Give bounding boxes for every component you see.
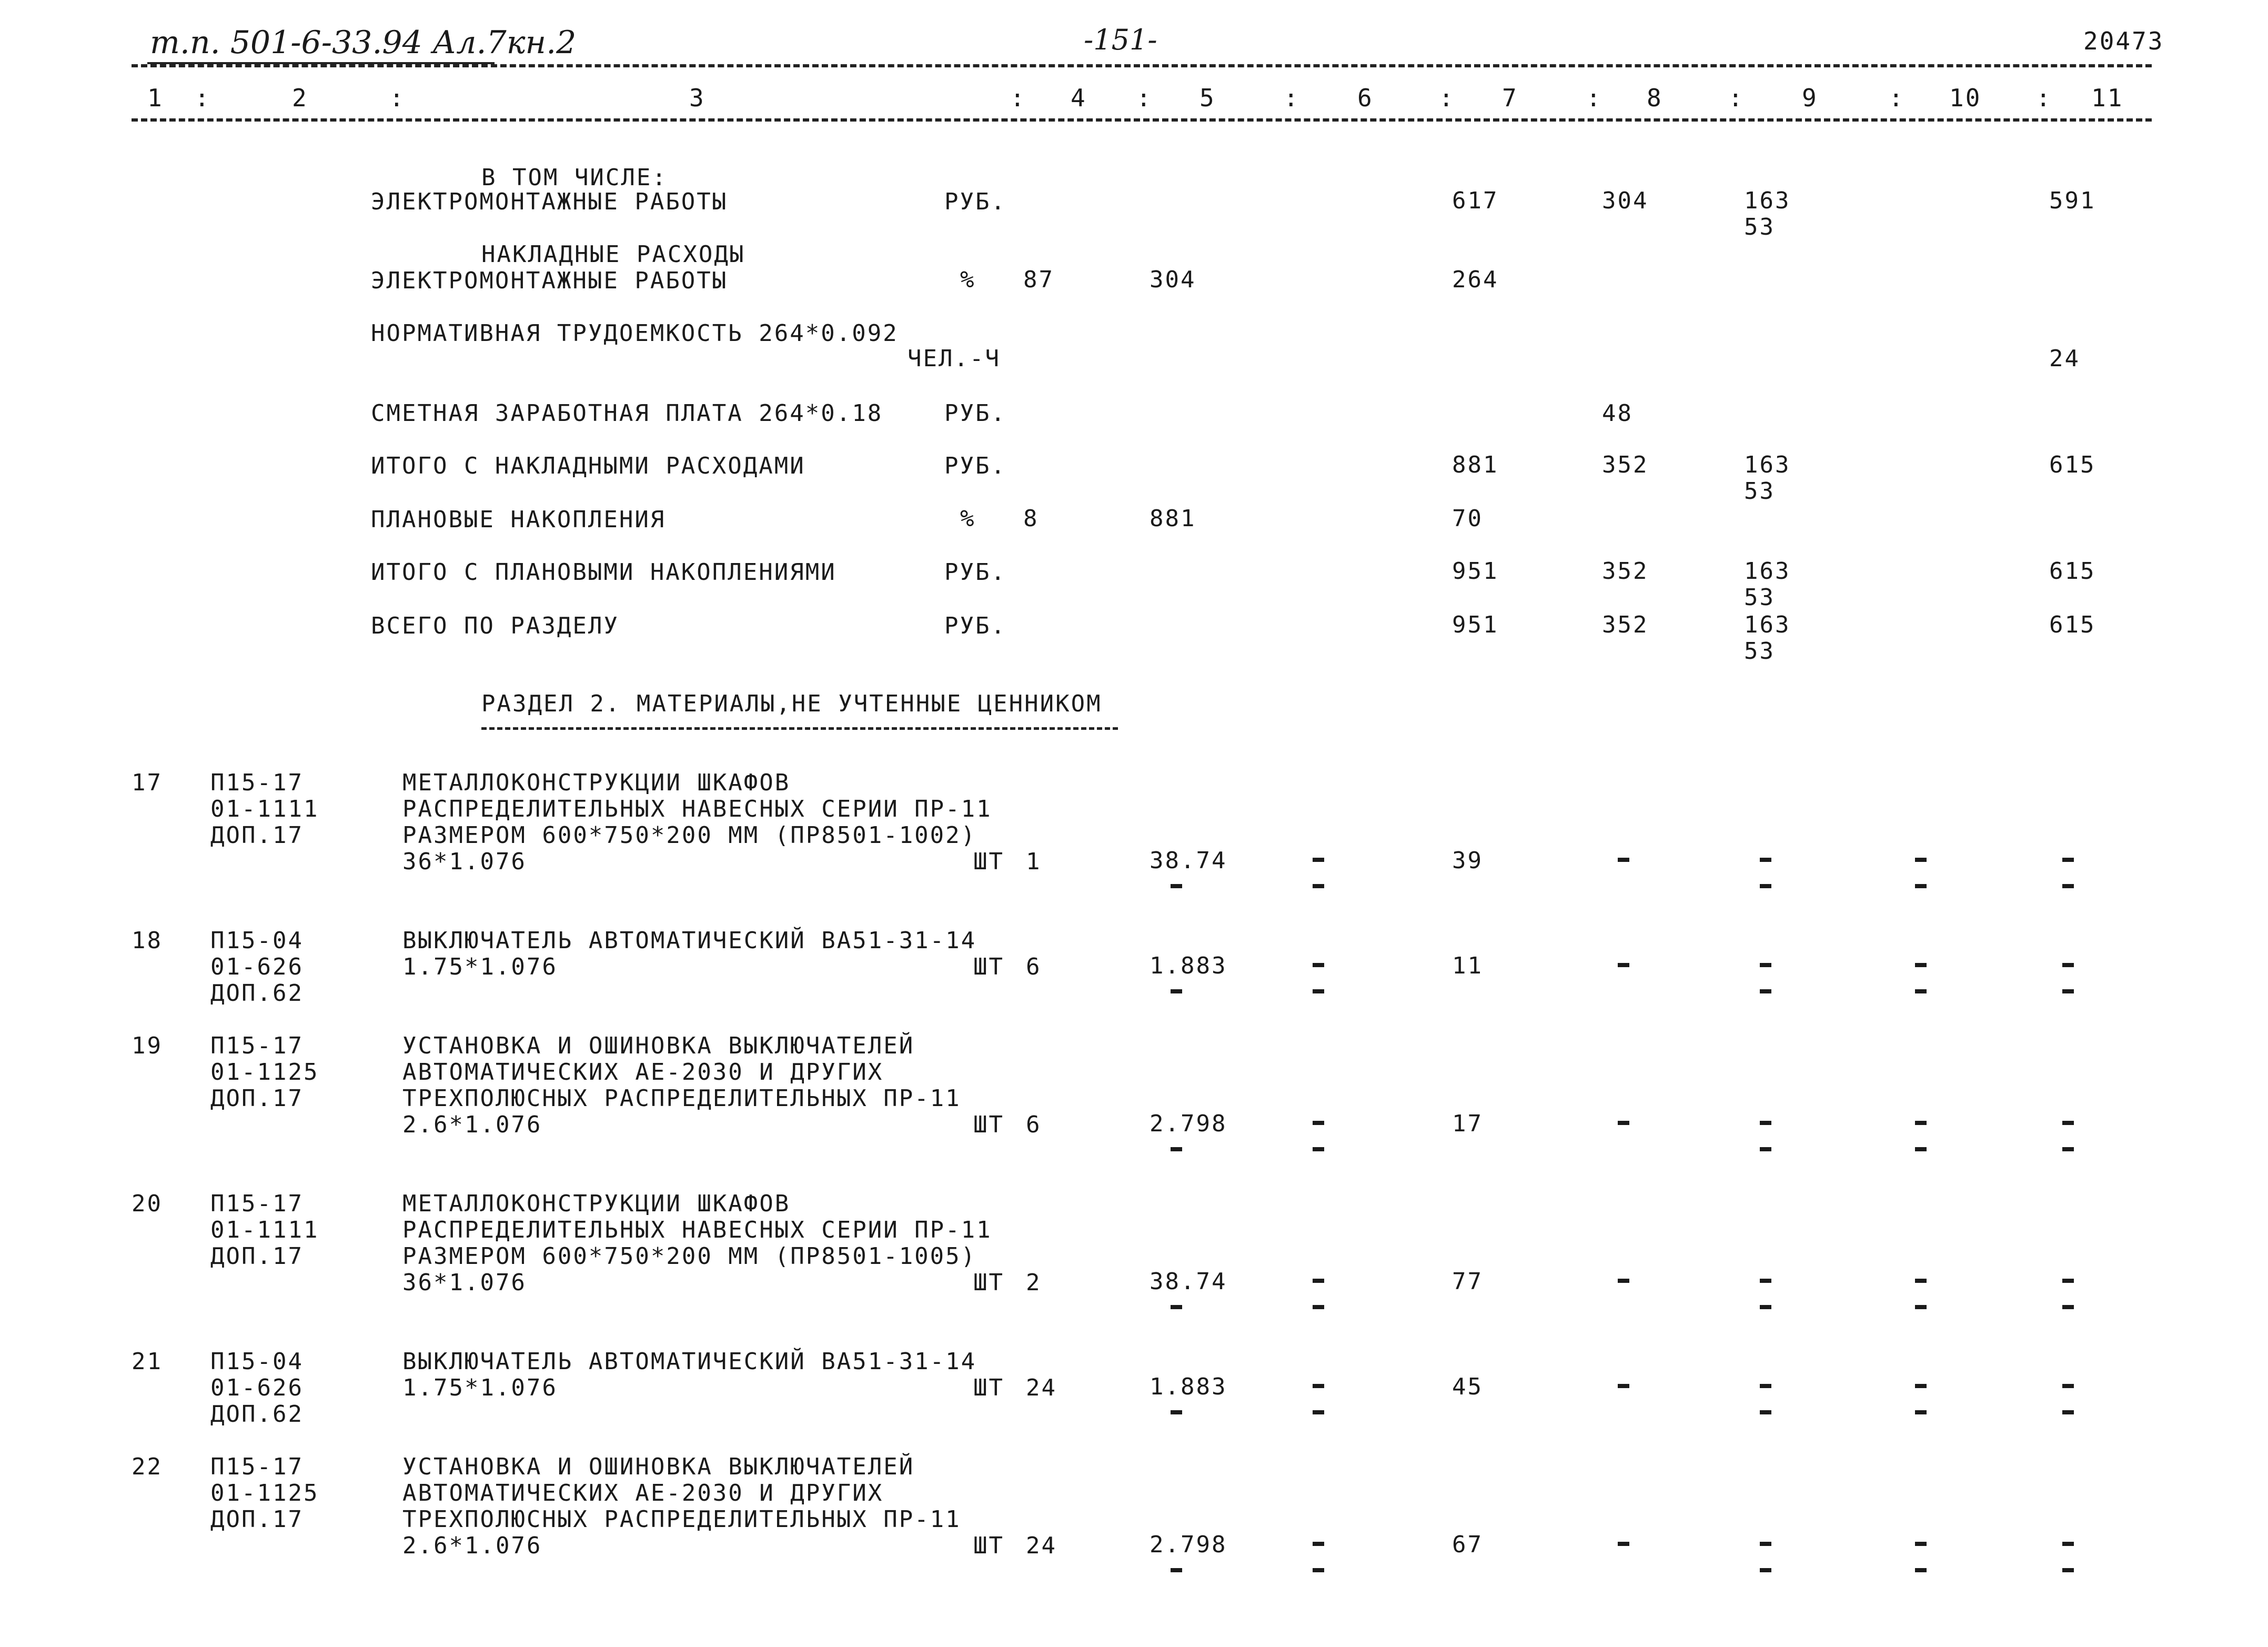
dash-mark xyxy=(1313,1279,1324,1283)
dash-mark xyxy=(1760,884,1771,888)
section-title-underline xyxy=(481,727,1118,730)
row-label: ИТОГО С ПЛАНОВЫМИ НАКОПЛЕНИЯМИ xyxy=(371,559,836,586)
col-1: 1 xyxy=(147,84,164,112)
cell-c9: 163 xyxy=(1744,451,1791,478)
dash-mark xyxy=(1313,884,1324,888)
dash-mark xyxy=(1313,858,1324,862)
item-code: 01-1111 xyxy=(210,796,319,822)
cell-c11: 24 xyxy=(2049,345,2080,372)
cell-c5: 304 xyxy=(1150,266,1196,293)
document-reference: т.п. 501-6-33.94 Ал.7кн.2 xyxy=(150,24,577,61)
item-calc: 1.75*1.076 xyxy=(402,1374,558,1401)
item-number: 21 xyxy=(132,1348,163,1375)
item-qty: 24 xyxy=(1026,1374,1057,1401)
dash-mark xyxy=(1760,1147,1771,1151)
dash-mark xyxy=(2062,1305,2074,1309)
cell-c9b: 53 xyxy=(1744,478,1775,505)
dash-mark xyxy=(2062,1147,2074,1151)
dash-mark xyxy=(1915,1147,1927,1151)
item-code: ДОП.62 xyxy=(210,980,304,1007)
dash-mark xyxy=(1915,1121,1927,1125)
item-unit: ШТ xyxy=(973,1532,1004,1559)
header-rule-top xyxy=(132,64,2152,67)
item-price: 2.798 xyxy=(1150,1531,1227,1558)
item-total: 45 xyxy=(1452,1373,1483,1400)
col-sep: : xyxy=(1284,84,1300,112)
dash-mark xyxy=(1915,989,1927,993)
item-desc: РАСПРЕДЕЛИТЕЛЬНЫХ НАВЕСНЫХ СЕРИИ ПР-11 xyxy=(402,1217,992,1243)
cell-c9: 163 xyxy=(1744,558,1791,585)
item-unit: ШТ xyxy=(973,848,1004,875)
item-qty: 6 xyxy=(1026,1111,1042,1138)
col-5: 5 xyxy=(1199,84,1216,112)
item-number: 18 xyxy=(132,927,163,954)
item-code: 01-1125 xyxy=(210,1480,319,1507)
cell-c9b: 53 xyxy=(1744,584,1775,611)
row-unit: РУБ. xyxy=(944,559,1006,586)
dash-mark xyxy=(2062,1279,2074,1283)
item-unit: ШТ xyxy=(973,953,1004,980)
dash-mark xyxy=(1915,1305,1927,1309)
col-9: 9 xyxy=(1802,84,1818,112)
dash-mark xyxy=(1171,1568,1182,1572)
dash-mark xyxy=(1760,1410,1771,1414)
dash-mark xyxy=(1760,963,1771,967)
item-qty: 24 xyxy=(1026,1532,1057,1559)
dash-mark xyxy=(1760,858,1771,862)
dash-mark xyxy=(2062,1542,2074,1546)
col-2: 2 xyxy=(292,84,308,112)
cell-c7: 264 xyxy=(1452,266,1499,293)
item-total: 11 xyxy=(1452,952,1483,979)
dash-mark xyxy=(1915,1410,1927,1414)
dash-mark xyxy=(1313,1410,1324,1414)
item-desc: ВЫКЛЮЧАТЕЛЬ АВТОМАТИЧЕСКИЙ ВА51-31-14 xyxy=(402,1348,977,1375)
cell-c8: 352 xyxy=(1602,451,1649,478)
dash-mark xyxy=(1313,1384,1324,1388)
item-desc: МЕТАЛЛОКОНСТРУКЦИИ ШКАФОВ xyxy=(402,1190,791,1217)
item-unit: ШТ xyxy=(973,1269,1004,1296)
cell-c11: 615 xyxy=(2049,611,2096,638)
col-8: 8 xyxy=(1647,84,1663,112)
dash-mark xyxy=(1618,963,1629,967)
dash-mark xyxy=(2062,858,2074,862)
item-number: 20 xyxy=(132,1190,163,1217)
cell-c4: 87 xyxy=(1023,266,1054,293)
item-total: 67 xyxy=(1452,1531,1483,1558)
item-total: 77 xyxy=(1452,1268,1483,1295)
dash-mark xyxy=(2062,1410,2074,1414)
item-qty: 2 xyxy=(1026,1269,1042,1296)
item-code: П15-04 xyxy=(210,1348,304,1375)
item-desc: ТРЕХПОЛЮСНЫХ РАСПРЕДЕЛИТЕЛЬНЫХ ПР-11 xyxy=(402,1506,961,1533)
dash-mark xyxy=(1171,1410,1182,1414)
cell-c11: 615 xyxy=(2049,451,2096,478)
item-number: 17 xyxy=(132,769,163,796)
dash-mark xyxy=(1915,884,1927,888)
item-code: П15-17 xyxy=(210,1032,304,1059)
row-label: ЭЛЕКТРОМОНТАЖНЫЕ РАБОТЫ xyxy=(371,188,728,215)
col-11: 11 xyxy=(2091,84,2124,112)
item-calc: 36*1.076 xyxy=(402,848,527,875)
cell-c5: 881 xyxy=(1150,505,1196,532)
item-desc: ВЫКЛЮЧАТЕЛЬ АВТОМАТИЧЕСКИЙ ВА51-31-14 xyxy=(402,927,977,954)
col-sep: : xyxy=(1010,84,1026,112)
cell-c11: 615 xyxy=(2049,558,2096,585)
item-price: 2.798 xyxy=(1150,1110,1227,1137)
item-price: 38.74 xyxy=(1150,1268,1227,1295)
item-total: 39 xyxy=(1452,847,1483,874)
row-unit: РУБ. xyxy=(944,188,1006,215)
item-code: ДОП.17 xyxy=(210,822,304,849)
item-number: 22 xyxy=(132,1453,163,1480)
dash-mark xyxy=(1915,1279,1927,1283)
item-desc: УСТАНОВКА И ОШИНОВКА ВЫКЛЮЧАТЕЛЕЙ xyxy=(402,1453,915,1480)
dash-mark xyxy=(1618,1384,1629,1388)
item-price: 1.883 xyxy=(1150,952,1227,979)
sheet-number: 20473 xyxy=(2083,27,2164,55)
item-code: 01-626 xyxy=(210,953,304,980)
item-desc: АВТОМАТИЧЕСКИХ АЕ-2030 И ДРУГИХ xyxy=(402,1480,884,1507)
header-rule-bottom xyxy=(132,118,2152,122)
dash-mark xyxy=(1915,858,1927,862)
item-code: П15-17 xyxy=(210,1453,304,1480)
col-sep: : xyxy=(389,84,406,112)
cell-c8: 304 xyxy=(1602,187,1649,214)
dash-mark xyxy=(2062,1121,2074,1125)
row-prelabel: НАКЛАДНЫЕ РАСХОДЫ xyxy=(481,241,745,268)
item-total: 17 xyxy=(1452,1110,1483,1137)
cell-c4: 8 xyxy=(1023,505,1039,532)
row-label: ВСЕГО ПО РАЗДЕЛУ xyxy=(371,612,619,639)
row-unit: РУБ. xyxy=(944,453,1006,479)
cell-c7: 881 xyxy=(1452,451,1499,478)
item-desc: ТРЕХПОЛЮСНЫХ РАСПРЕДЕЛИТЕЛЬНЫХ ПР-11 xyxy=(402,1085,961,1112)
col-sep: : xyxy=(1889,84,1905,112)
cell-c7: 617 xyxy=(1452,187,1499,214)
row-unit: РУБ. xyxy=(944,400,1006,427)
item-code: П15-17 xyxy=(210,769,304,796)
item-calc: 36*1.076 xyxy=(402,1269,527,1296)
dash-mark xyxy=(2062,1384,2074,1388)
dash-mark xyxy=(1760,1568,1771,1572)
item-code: ДОП.62 xyxy=(210,1401,304,1428)
dash-mark xyxy=(1171,989,1182,993)
cell-c7: 951 xyxy=(1452,611,1499,638)
cell-c9: 163 xyxy=(1744,187,1791,214)
col-10: 10 xyxy=(1949,84,1982,112)
cell-c7: 70 xyxy=(1452,505,1483,532)
item-desc: УСТАНОВКА И ОШИНОВКА ВЫКЛЮЧАТЕЛЕЙ xyxy=(402,1032,915,1059)
item-code: 01-1125 xyxy=(210,1059,319,1086)
col-sep: : xyxy=(2036,84,2052,112)
dash-mark xyxy=(1760,1121,1771,1125)
dash-mark xyxy=(1618,1542,1629,1546)
row-unit: РУБ. xyxy=(944,612,1006,639)
item-calc: 2.6*1.076 xyxy=(402,1532,542,1559)
dash-mark xyxy=(1760,1542,1771,1546)
col-sep: : xyxy=(1728,84,1745,112)
dash-mark xyxy=(1313,1568,1324,1572)
cell-c8: 48 xyxy=(1602,400,1633,427)
item-price: 38.74 xyxy=(1150,847,1227,874)
dash-mark xyxy=(2062,884,2074,888)
dash-mark xyxy=(2062,963,2074,967)
item-qty: 1 xyxy=(1026,848,1042,875)
item-unit: ШТ xyxy=(973,1374,1004,1401)
cell-c9b: 53 xyxy=(1744,214,1775,240)
item-unit: ШТ xyxy=(973,1111,1004,1138)
item-code: 01-1111 xyxy=(210,1217,319,1243)
item-desc: АВТОМАТИЧЕСКИХ АЕ-2030 И ДРУГИХ xyxy=(402,1059,884,1086)
dash-mark xyxy=(2062,989,2074,993)
dash-mark xyxy=(1313,1305,1324,1309)
col-sep: : xyxy=(1586,84,1602,112)
col-sep: : xyxy=(1439,84,1455,112)
row-label: СМЕТНАЯ ЗАРАБОТНАЯ ПЛАТА 264*0.18 xyxy=(371,400,883,427)
dash-mark xyxy=(2062,1568,2074,1572)
dash-mark xyxy=(1915,1568,1927,1572)
item-qty: 6 xyxy=(1026,953,1042,980)
dash-mark xyxy=(1915,1384,1927,1388)
dash-mark xyxy=(1760,1279,1771,1283)
dash-mark xyxy=(1171,1305,1182,1309)
row-label: ПЛАНОВЫЕ НАКОПЛЕНИЯ xyxy=(371,506,666,533)
item-calc: 1.75*1.076 xyxy=(402,953,558,980)
cell-c7: 951 xyxy=(1452,558,1499,585)
row-unit: % xyxy=(960,505,976,532)
dash-mark xyxy=(1171,884,1182,888)
item-code: П15-17 xyxy=(210,1190,304,1217)
dash-mark xyxy=(1760,989,1771,993)
dash-mark xyxy=(1313,989,1324,993)
item-calc: 2.6*1.076 xyxy=(402,1111,542,1138)
dash-mark xyxy=(1313,1121,1324,1125)
dash-mark xyxy=(1915,963,1927,967)
cell-c9: 163 xyxy=(1744,611,1791,638)
section-title: РАЗДЕЛ 2. МАТЕРИАЛЫ,НЕ УЧТЕННЫЕ ЦЕННИКОМ xyxy=(481,690,1102,717)
item-code: ДОП.17 xyxy=(210,1506,304,1533)
item-code: П15-04 xyxy=(210,927,304,954)
cell-c9b: 53 xyxy=(1744,638,1775,665)
dash-mark xyxy=(1618,1279,1629,1283)
dash-mark xyxy=(1313,1542,1324,1546)
item-desc: РАЗМЕРОМ 600*750*200 ММ (ПР8501-1005) xyxy=(402,1243,977,1270)
item-price: 1.883 xyxy=(1150,1373,1227,1400)
dash-mark xyxy=(1760,1305,1771,1309)
col-6: 6 xyxy=(1357,84,1374,112)
col-4: 4 xyxy=(1071,84,1087,112)
row-unit: ЧЕЛ.-Ч xyxy=(908,345,1001,372)
cell-c8: 352 xyxy=(1602,611,1649,638)
col-7: 7 xyxy=(1502,84,1518,112)
cell-c11: 591 xyxy=(2049,187,2096,214)
cell-c8: 352 xyxy=(1602,558,1649,585)
page-number: -151- xyxy=(1084,23,1157,56)
col-sep: : xyxy=(195,84,211,112)
dash-mark xyxy=(1171,1147,1182,1151)
col-sep: : xyxy=(1136,84,1153,112)
row-label: НОРМАТИВНАЯ ТРУДОЕМКОСТЬ 264*0.092 xyxy=(371,320,899,347)
col-3: 3 xyxy=(689,84,705,112)
dash-mark xyxy=(1618,1121,1629,1125)
row-label: ЭЛЕКТРОМОНТАЖНЫЕ РАБОТЫ xyxy=(371,267,728,294)
item-number: 19 xyxy=(132,1032,163,1059)
row-unit: % xyxy=(960,266,976,293)
item-code: 01-626 xyxy=(210,1374,304,1401)
item-code: ДОП.17 xyxy=(210,1243,304,1270)
item-desc: РАСПРЕДЕЛИТЕЛЬНЫХ НАВЕСНЫХ СЕРИИ ПР-11 xyxy=(402,796,992,822)
dash-mark xyxy=(1618,858,1629,862)
item-code: ДОП.17 xyxy=(210,1085,304,1112)
incl-label: В ТОМ ЧИСЛЕ: xyxy=(481,164,668,191)
dash-mark xyxy=(1760,1384,1771,1388)
dash-mark xyxy=(1915,1542,1927,1546)
dash-mark xyxy=(1313,963,1324,967)
item-desc: РАЗМЕРОМ 600*750*200 ММ (ПР8501-1002) xyxy=(402,822,977,849)
row-label: ИТОГО С НАКЛАДНЫМИ РАСХОДАМИ xyxy=(371,453,805,479)
item-desc: МЕТАЛЛОКОНСТРУКЦИИ ШКАФОВ xyxy=(402,769,791,796)
dash-mark xyxy=(1313,1147,1324,1151)
